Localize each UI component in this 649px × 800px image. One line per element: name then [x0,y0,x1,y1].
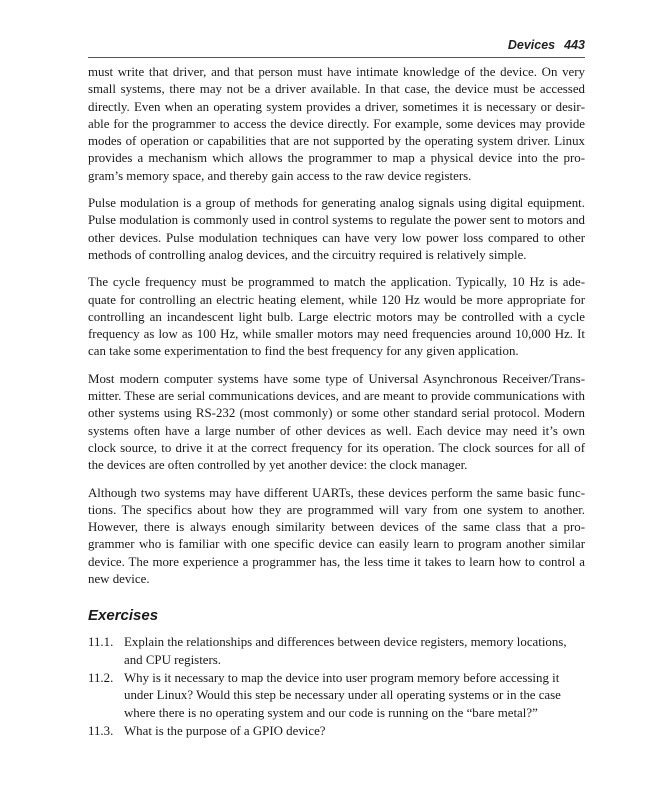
exercises-heading: Exercises [88,607,159,625]
paragraph-pulse-modulation: Pulse modulation is a group of methods for generating analog signals using digital equipment. Pulse modulation is commonly used in control systems to regulate the power sent to motors and other devices. Pulse modulation techniques can have very low power loss compared to other methods of controlling analog devices, and the circuitry required is relatively simple. [88,196,585,262]
exercise-item [88,670,585,722]
page-number: 443 [564,38,585,52]
exercise-number: 11.1. [88,635,114,650]
exercise-text: Explain the relationships and differences between device registers, memory locations, and CPU registers. [124,635,567,667]
paragraph-uart-similarity: Although two systems may have different UARTs, these devices perform the same basic functions. The specifics about how they are programmed will vary from one system to another. However, there is always enough similarity between devices of the same class that a programmer who is familiar with one specific device can easily learn to program another similar device. The more experience a programmer has, the less time it takes to learn how to control a new device. [88,485,585,587]
paragraph-uart: Most modern computer systems have some type of Universal Asynchronous Receiver/Transmitter. These are serial communications devices, and are meant to provide communications with other systems using RS-232 (most commonly) or some other standard serial protocol. Modern systems often have a large number of other devices as well. Each device may need it’s own clock source, to drive it at the correct frequency for its operation. The clock sources for all of the devices are often controlled by yet another device: the clock manager. [88,371,585,473]
exercise-item [88,723,585,740]
exercise-item [88,634,585,669]
exercise-text: Why is it necessary to map the device into user program memory before accessing it under Linux? Would this step be necessary under all operating systems or in the case where there is no operating system and our code is running on the “bare metal?” [124,670,561,720]
exercise-text: What is the purpose of a GPIO device? [124,723,326,738]
header-title: Devices [507,38,556,52]
exercise-number: 11.2. [88,670,114,685]
paragraph-driver-access: must write that driver, and that person must have intimate knowledge of the device. On very small systems, there may not be a driver available. In that case, the device must be accessed directly. Even when an operating system provides a driver, sometimes it is necessary or desirable for the programmer to access the device directly. For example, some devices may provide modes of operation or capabilities that are not supported by the operating system driver. Linux provides a mechanism which allows the programmer to map a physical device into the program’s memory space, and thereby gain access to the raw device registers. [88,65,585,183]
exercise-list [88,634,585,740]
running-header [508,38,585,52]
page-body [88,64,585,741]
exercise-number: 11.3. [88,723,114,738]
paragraph-cycle-frequency: The cycle frequency must be programmed to match the application. Typically, 10 Hz is adequate for controlling an electric heating element, while 120 Hz would be more appropriate for controlling an incandescent light bulb. Large electric motors may be controlled with a cycle frequency as low as 100 Hz, while smaller motors may need frequencies around 10,000 Hz. It can take some experimentation to find the best frequency for any given application. [88,275,585,359]
header-rule [88,57,585,58]
